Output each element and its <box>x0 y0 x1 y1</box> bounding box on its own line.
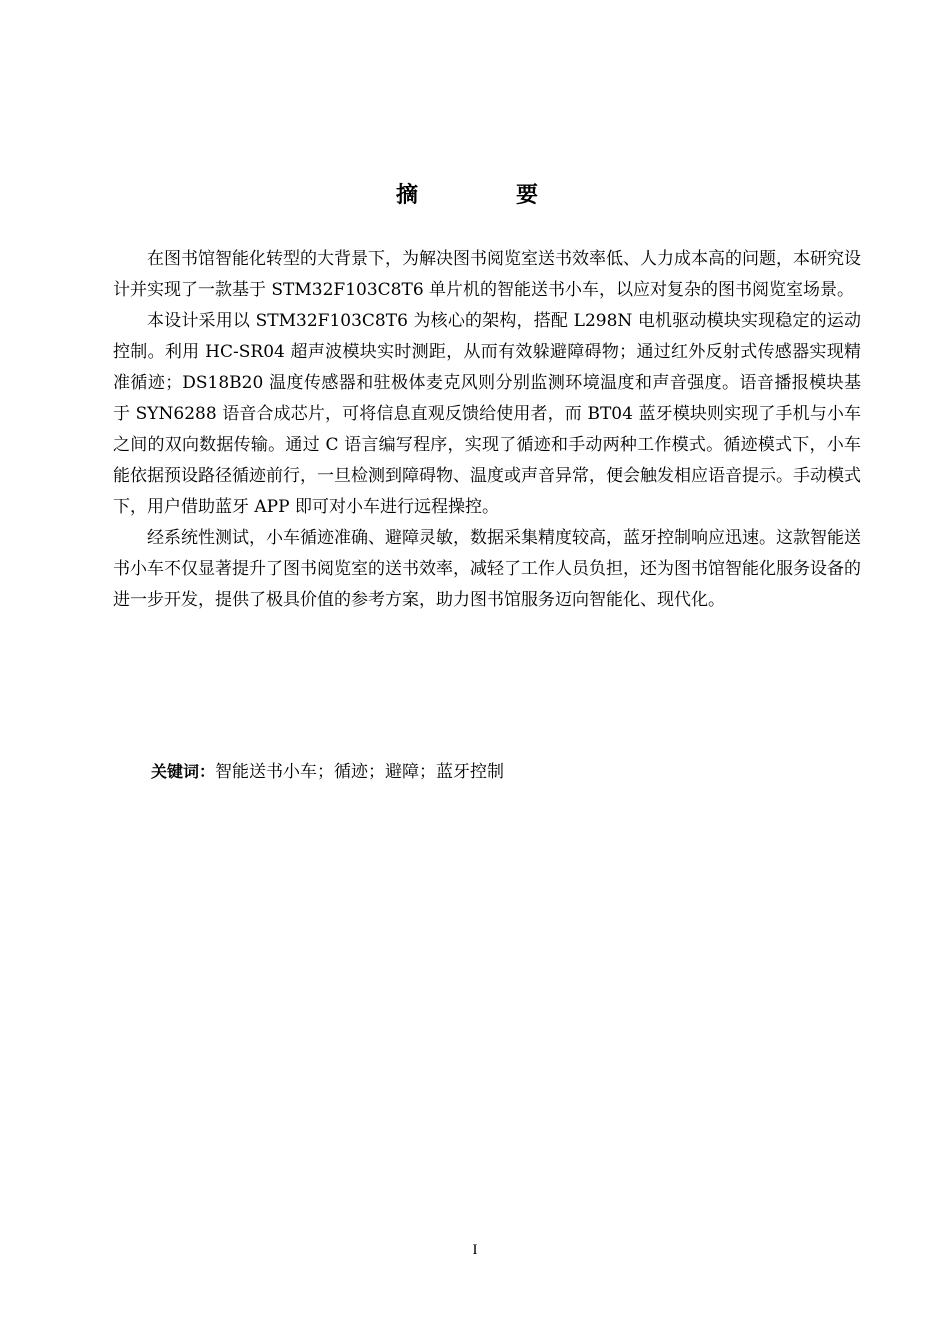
page-title: 摘 要 <box>395 183 576 208</box>
abstract-paragraph-2: 本设计采用以 STM32F103C8T6 为核心的架构，搭配 L298N 电机驱动模块实现稳定的运动控制。利用 HC-SR04 超声波模块实时测距，从而有效躲避障碍物；通过红外反射式传感器实现精准循迹；DS18B20 温度传感器和驻极体麦克风则分别监测环境温度和声音强度。语音播报模块基于 SYN6288 语音合成芯片，可将信息直观反馈给使用者，而 BT04 蓝牙模块则实现了手机与小车之间的双向数据传输。通过 C 语言编写程序，实现了循迹和手动两种工作模式。循迹模式下，小车能依据预设路径循迹前行，一旦检测到障碍物、温度或声音异常，便会触发相应语音提示。手动模式下，用户借助蓝牙 APP 即可对小车进行远程操控。 <box>113 311 861 517</box>
page-number: I <box>472 1242 478 1258</box>
abstract-paragraph-1: 在图书馆智能化转型的大背景下，为解决图书阅览室送书效率低、人力成本高的问题，本研究设计并实现了一款基于 STM32F103C8T6 单片机的智能送书小车，以应对复杂的图书阅览室场景。 <box>113 249 861 300</box>
keywords-label: 关键词： <box>151 762 216 781</box>
abstract-body <box>113 244 861 616</box>
keywords-value: 智能送书小车；循迹；避障；蓝牙控制 <box>215 762 505 782</box>
abstract-paragraph-3: 经系统性测试，小车循迹准确、避障灵敏，数据采集精度较高，蓝牙控制响应迅速。这款智能送书小车不仅显著提升了图书阅览室的送书效率，减轻了工作人员负担，还为图书馆智能化服务设备的进一步开发，提供了极具价值的参考方案，助力图书馆服务迈向智能化、现代化。 <box>113 528 861 610</box>
keywords-line <box>151 756 851 788</box>
